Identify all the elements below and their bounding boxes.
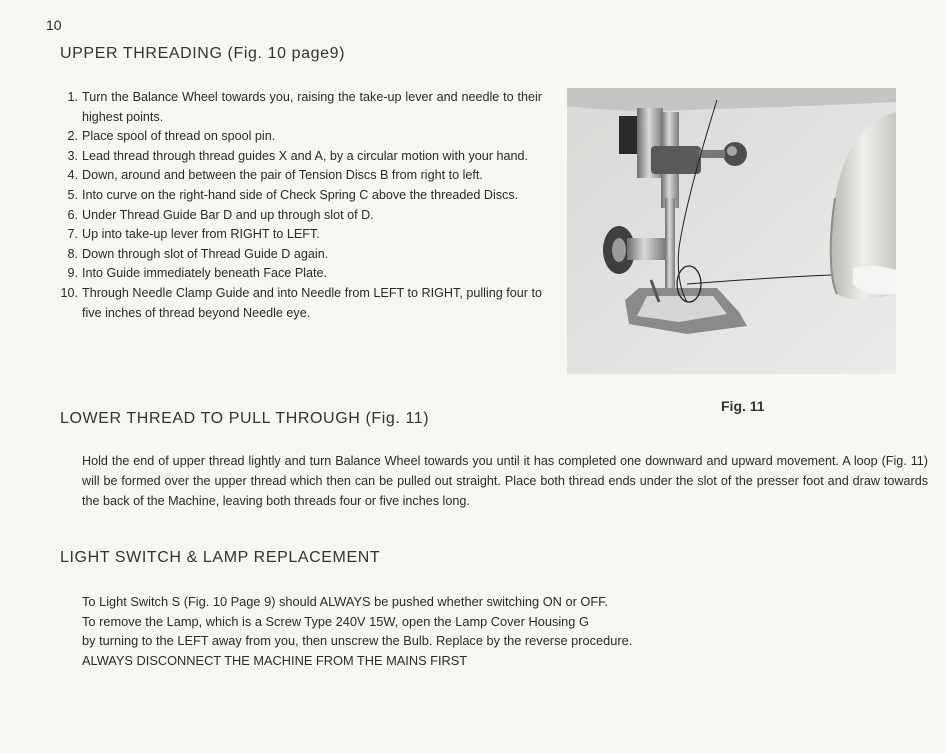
presser-foot-threading-illustration xyxy=(567,88,896,374)
upper-threading-heading: UPPER THREADING (Fig. 10 page9) xyxy=(60,45,346,62)
step-text: Into curve on the right-hand side of Check Spring C above the threaded Discs. xyxy=(82,187,519,202)
step-text: Into Guide immediately beneath Face Plate. xyxy=(82,266,328,281)
lower-thread-paragraph: Hold the end of upper thread lightly and turn Balance Wheel towards you until it has completed one downward and upward movement. A loop (Fig. 11) will be formed over the upper thread which then can be pulled out straight. Place both thread ends under the slot of the presser foot and draw towards the back of the Machine, leaving both threads four or five inches long. xyxy=(82,454,928,508)
step-number: 3. xyxy=(67,148,78,163)
step-text: Place spool of thread on spool pin. xyxy=(82,129,276,144)
step-number: 9. xyxy=(67,266,78,281)
step-number: 10. xyxy=(60,285,78,300)
figure-caption: Fig. 11 xyxy=(721,398,765,414)
light-switch-heading: LIGHT SWITCH & LAMP REPLACEMENT xyxy=(60,549,381,566)
step-number: 4. xyxy=(67,168,78,183)
list-item xyxy=(48,206,542,226)
list-item xyxy=(48,225,542,245)
upper-threading-steps xyxy=(48,88,542,323)
list-item xyxy=(48,127,542,147)
list-item xyxy=(48,245,542,265)
list-item xyxy=(48,186,542,206)
step-number: 5. xyxy=(67,187,78,202)
step-text: Through Needle Clamp Guide and into Needle from LEFT to RIGHT, pulling four to five inches of thread beyond Needle eye. xyxy=(82,285,542,320)
step-number: 1. xyxy=(67,90,78,104)
step-text: Down, around and between the pair of Tension Discs B from right to left. xyxy=(82,168,483,183)
step-number: 7. xyxy=(67,227,78,242)
step-text: Under Thread Guide Bar D and up through slot of D. xyxy=(82,207,374,222)
lamp-warning: ALWAYS DISCONNECT THE MACHINE FROM THE MAINS FIRST xyxy=(82,652,468,668)
page-number: 10 xyxy=(46,17,62,33)
step-text: Down through slot of Thread Guide D again. xyxy=(82,246,329,261)
step-number: 8. xyxy=(67,246,78,261)
list-item xyxy=(48,166,542,186)
list-item xyxy=(48,264,542,284)
step-number: 2. xyxy=(67,129,78,144)
lamp-replacement-paragraph xyxy=(82,592,928,670)
step-text: Lead thread through thread guides X and A, by a circular motion with your hand. xyxy=(82,148,528,163)
list-item xyxy=(48,88,542,127)
lower-thread-heading: LOWER THREAD TO PULL THROUGH (Fig. 11) xyxy=(60,410,430,427)
list-item xyxy=(48,147,542,167)
lamp-line: To Light Switch S (Fig. 10 Page 9) should ALWAYS be pushed whether switching ON or OFF. xyxy=(82,594,609,609)
step-number: 6. xyxy=(67,207,78,222)
list-item xyxy=(48,284,542,323)
lamp-line: To remove the Lamp, which is a Screw Type 240V 15W, open the Lamp Cover Housing G xyxy=(82,613,589,629)
step-text: Turn the Balance Wheel towards you, raising the take-up lever and needle to their highest points. xyxy=(82,90,542,124)
lamp-line: by turning to the LEFT away from you, then unscrew the Bulb. Replace by the reverse procedure. xyxy=(82,633,633,648)
sewing-machine-photo xyxy=(567,88,896,374)
step-text: Up into take-up lever from RIGHT to LEFT. xyxy=(82,227,320,242)
